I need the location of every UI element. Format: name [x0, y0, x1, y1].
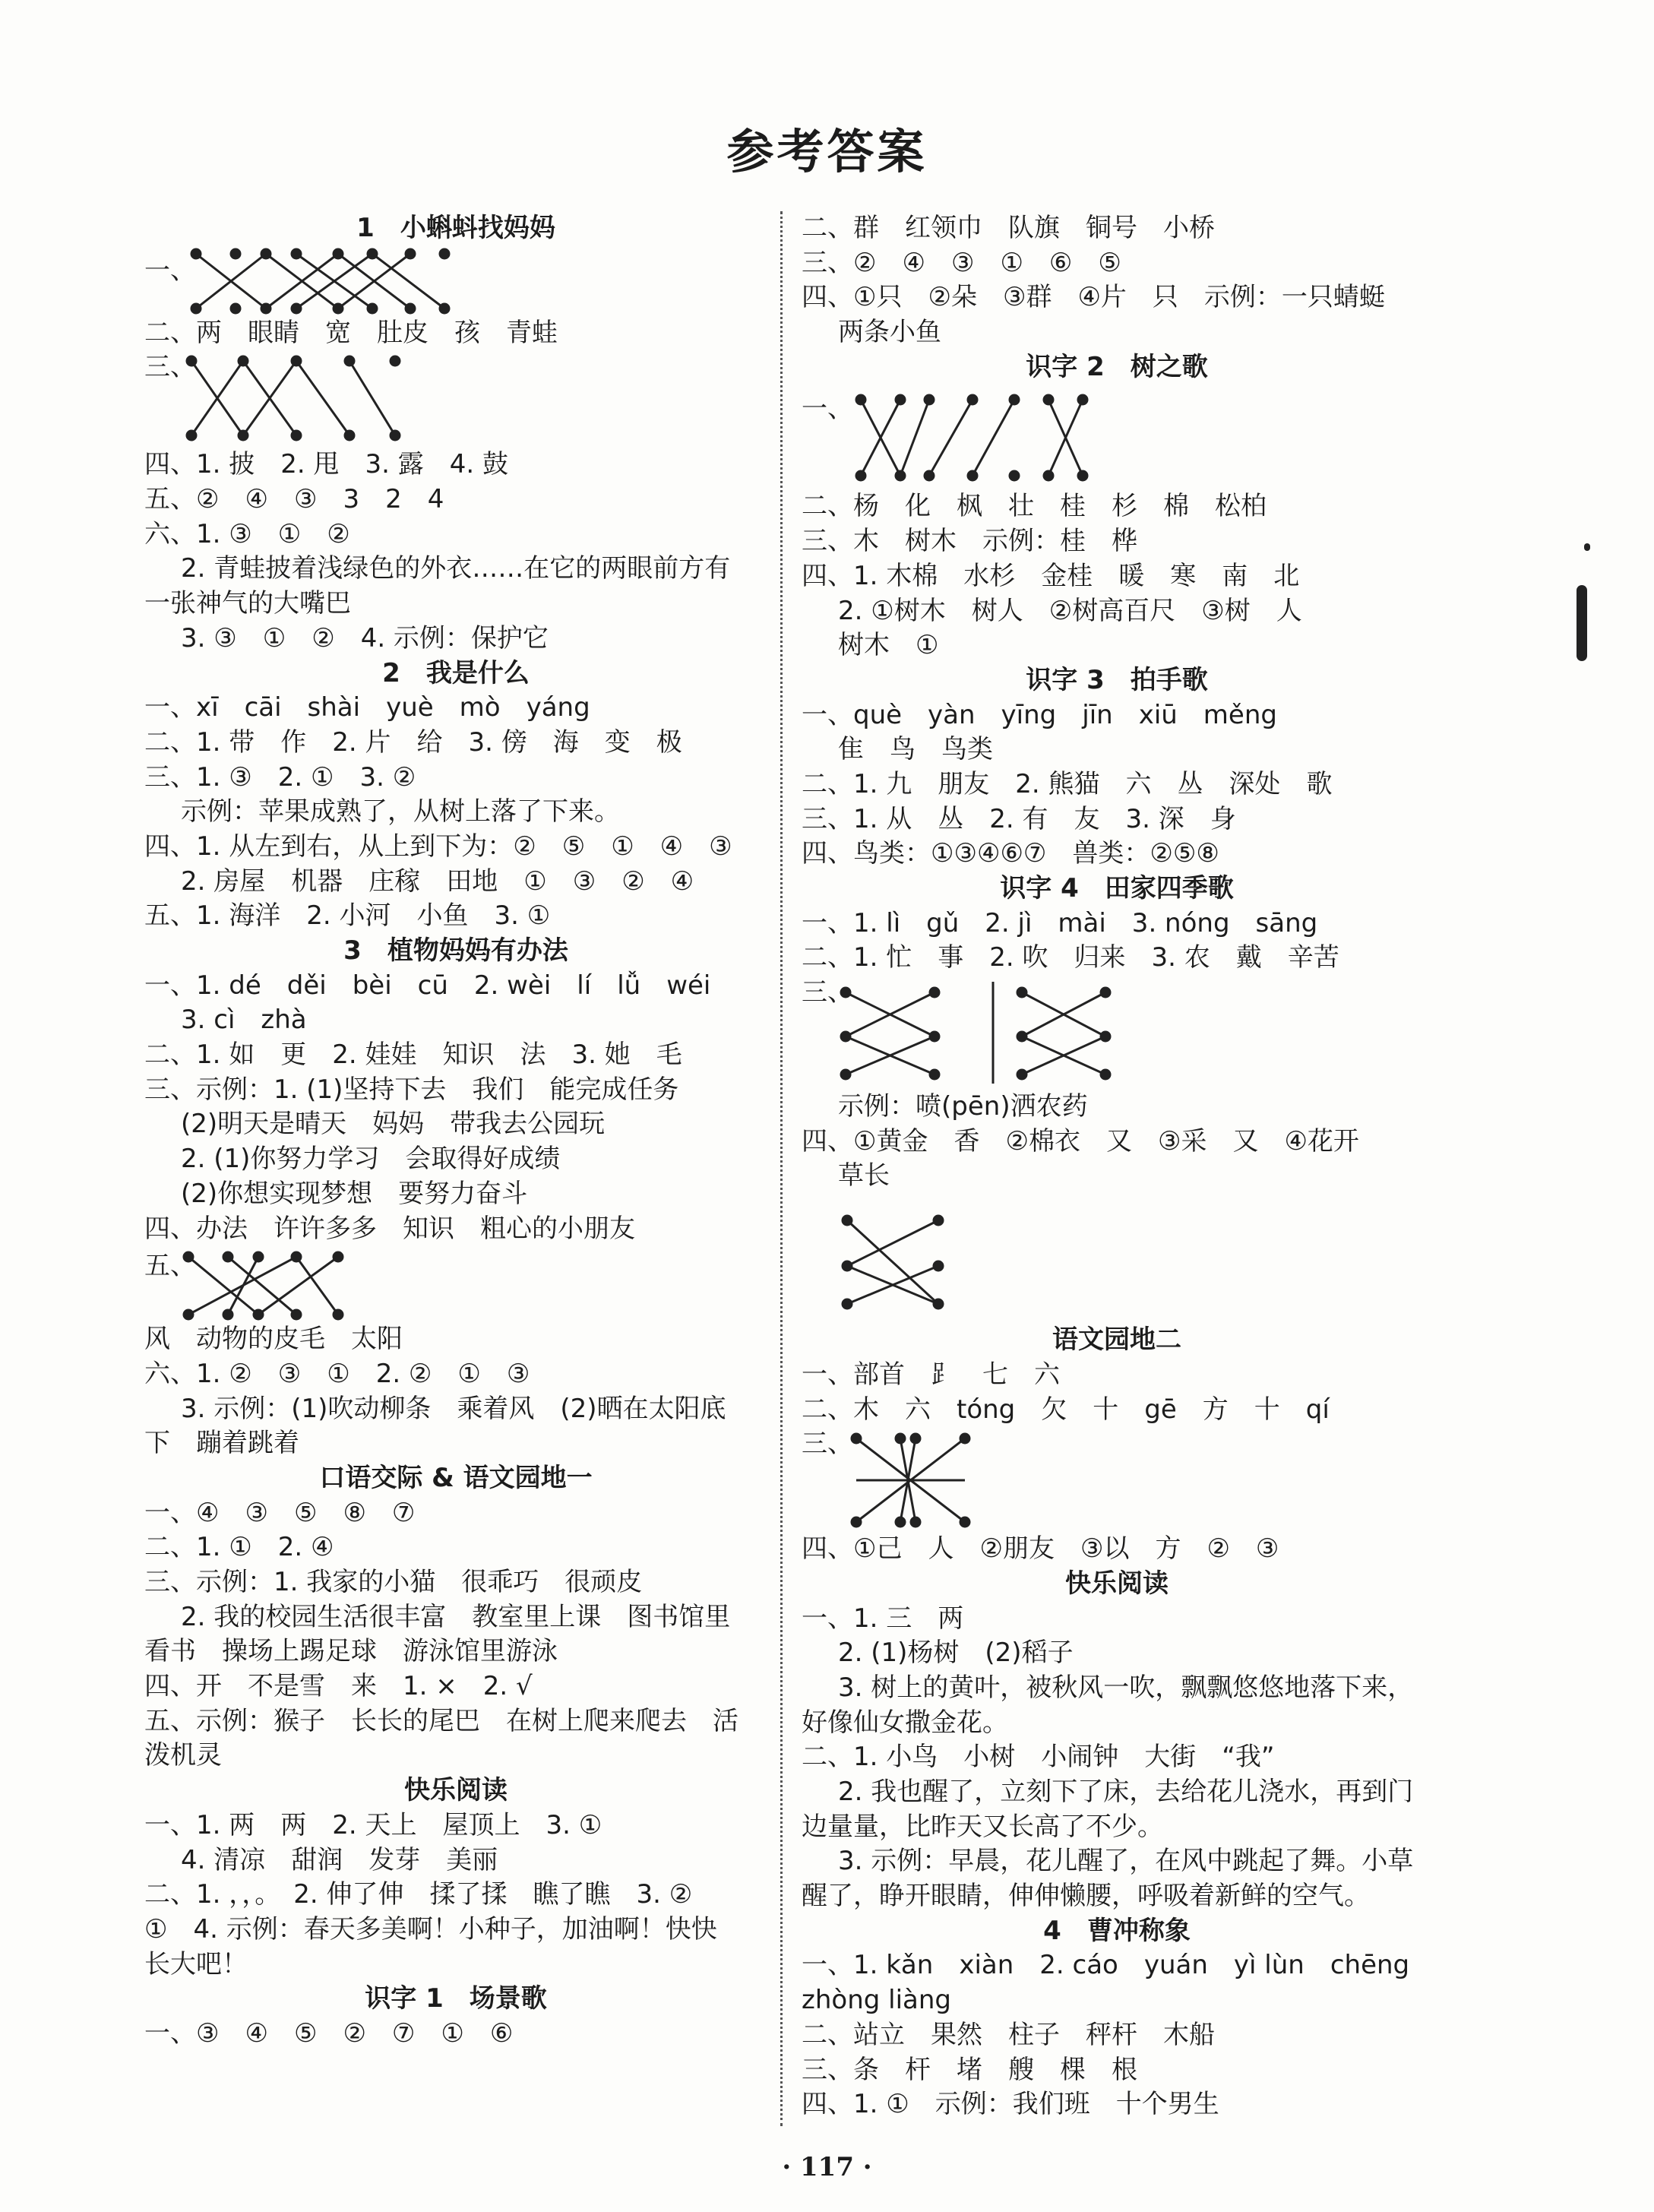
- answer-line: 五、② ④ ③ 3 2 4: [144, 484, 444, 515]
- answer-line: 二、两 眼睛 宽 肚皮 孩 青蛙: [144, 317, 558, 348]
- answer-line: 一、部首 ⻊ 七 六: [802, 1359, 1060, 1390]
- matching-lines: [802, 976, 1227, 1090]
- answer-line: 三、示例：1. (1)坚持下去 我们 能完成任务: [144, 1074, 679, 1105]
- answer-line: 2. 我也醒了，立刻下了床，去给花儿浇水，再到门: [838, 1777, 1414, 1807]
- answer-line: 三、1. ③ 2. ① 3. ②: [144, 761, 416, 793]
- answer-line: 示例：苹果成熟了，从树上落了下来。: [181, 796, 620, 828]
- answer-line: 二、1. 如 更 2. 娃娃 知识 法 3. 她 毛: [144, 1040, 682, 1071]
- answer-line: 二、1. ① 2. ④: [144, 1532, 334, 1563]
- answer-line: 一、: [802, 394, 853, 425]
- left-column: [144, 211, 767, 2052]
- section-heading: 1 小蝌蚪找妈妈: [356, 213, 555, 243]
- matching-figure-3: [144, 1246, 767, 1322]
- page-title: 参考答案: [726, 124, 928, 179]
- page-number: · 117 ·: [782, 2152, 872, 2182]
- answer-line: 2. 青蛙披着浅绿色的外衣……在它的两眼前方有: [181, 553, 731, 584]
- answer-line: 好像仙女撒金花。: [802, 1707, 1008, 1738]
- answer-line: 2. 房屋 机器 庄稼 田地 ① ③ ② ④: [181, 865, 694, 897]
- answer-line: 二、1. 小鸟 小树 小闹钟 大街 “我”: [802, 1742, 1275, 1773]
- answer-line: 二、1. 带 作 2. 片 给 3. 傍 海 变 极: [144, 726, 682, 758]
- answer-line: 一、1. 三 两: [802, 1603, 964, 1634]
- answer-line: 2. (1)杨树 (2)稻子: [838, 1638, 1074, 1669]
- answer-line: 二、木 六 tóng 欠 十 gē 方 十 qí: [802, 1394, 1330, 1425]
- answer-line: 三、条 杆 堵 艘 棵 根: [802, 2054, 1137, 2085]
- answer-line: 二、1. ，，。 2. 伸了伸 揉了揉 瞧了瞧 3. ②: [144, 1879, 693, 1910]
- answer-line: 一、④ ③ ⑤ ⑧ ⑦: [144, 1497, 416, 1528]
- answer-line: 长大吧！: [144, 1948, 248, 1979]
- section-heading: 识字 1 场景歌: [365, 1983, 547, 2014]
- column-divider: [780, 211, 783, 2126]
- section-heading: 4 曹冲称象: [1043, 1915, 1191, 1946]
- answer-line: 一、: [144, 255, 196, 286]
- matching-lines: [802, 1194, 1227, 1323]
- section-heading: 快乐阅读: [404, 1775, 508, 1806]
- answer-line: 醒了，睁开眼睛，伸伸懒腰，呼吸着新鲜的空气。: [802, 1881, 1370, 1912]
- matching-lines: [802, 384, 1227, 489]
- answer-line: ① 4. 示例：春天多美啊！小种子，加油啊！快快: [144, 1913, 717, 1945]
- answer-line: 二、站立 果然 柱子 秤杆 木船: [802, 2019, 1215, 2050]
- answer-line: 草长: [838, 1160, 890, 1191]
- answer-line: 五、: [144, 1251, 196, 1282]
- answer-line: 二、1. 忙 事 2. 吹 归来 3. 农 戴 辛苦: [802, 942, 1339, 973]
- answer-line: 下 蹦着跳着: [144, 1428, 299, 1459]
- answer-line: 五、示例：猴子 长长的尾巴 在树上爬来爬去 活: [144, 1705, 738, 1736]
- answer-line: 隹 鸟 鸟类: [838, 734, 993, 765]
- matching-lines: [144, 350, 570, 448]
- answer-line: 二、群 红领巾 队旗 铜号 小桥: [802, 213, 1215, 243]
- answer-line: (2)你想实现梦想 要努力奋斗: [181, 1178, 528, 1209]
- answer-line: 三、1. 从 丛 2. 有 友 3. 深 身: [802, 803, 1236, 834]
- answer-line: 四、1. 披 2. 甩 3. 露 4. 鼓: [144, 449, 508, 480]
- right-column: [802, 211, 1432, 2122]
- scan-mark: [1577, 585, 1587, 661]
- section-heading: 语文园地二: [1052, 1324, 1181, 1356]
- answer-line: 二、杨 化 枫 壮 桂 杉 棉 松柏: [802, 491, 1267, 522]
- section-heading: 口语交际 & 语文园地一: [319, 1462, 593, 1493]
- answer-line: 看书 操场上踢足球 游泳馆里游泳: [144, 1636, 558, 1667]
- answer-line: 四、办法 许许多多 知识 粗心的小朋友: [144, 1213, 635, 1244]
- answer-line: 四、开 不是雪 来 1. × 2. √: [144, 1671, 533, 1702]
- answer-line: 两条小鱼: [838, 317, 941, 348]
- section-heading: 识字 3 拍手歌: [1026, 664, 1208, 695]
- answer-line: 边量量，比昨天又长高了不少。: [802, 1811, 1163, 1842]
- answer-line: 2. 我的校园生活很丰富 教室里上课 图书馆里: [181, 1601, 731, 1632]
- matching-figure-6: [802, 1194, 1432, 1323]
- answer-line: 三、: [144, 352, 196, 383]
- answer-line: 五、1. 海洋 2. 小河 小鱼 3. ①: [144, 900, 551, 932]
- answer-line: 树木 ①: [838, 630, 939, 661]
- answer-line: 4. 清凉 甜润 发芽 美丽: [181, 1844, 498, 1875]
- answer-line: 六、1. ③ ① ②: [144, 518, 350, 549]
- answer-line: 四、①己 人 ②朋友 ③以 方 ② ③: [802, 1533, 1279, 1565]
- answer-line: 一张神气的大嘴巴: [144, 588, 351, 619]
- answer-line: 3. ③ ① ② 4. 示例：保护它: [181, 622, 549, 653]
- answer-line: 一、1. 两 两 2. 天上 屋顶上 3. ①: [144, 1809, 602, 1840]
- answer-line: zhòng liàng: [802, 1985, 951, 2016]
- matching-lines: [144, 246, 570, 316]
- section-heading: 2 我是什么: [382, 657, 530, 688]
- section-heading: 快乐阅读: [1065, 1568, 1169, 1599]
- answer-line: 一、què yàn yīng jīn xiū měng: [802, 699, 1277, 730]
- answer-line: 3. 树上的黄叶，被秋风一吹，飘飘悠悠地落下来，: [838, 1672, 1414, 1703]
- matching-lines: [144, 1246, 570, 1322]
- answer-line: 三、② ④ ③ ① ⑥ ⑤: [802, 247, 1121, 278]
- matching-figure-2: [144, 350, 767, 448]
- answer-line: 3. 示例：(1)吹动柳条 乘着风 (2)晒在太阳底: [181, 1393, 726, 1424]
- answer-line: 三、木 树木 示例：桂 桦: [802, 526, 1137, 557]
- answer-line: 六、1. ② ③ ① 2. ② ① ③: [144, 1358, 530, 1389]
- answer-line: 一、1. kǎn xiàn 2. cáo yuán yì lùn chēng: [802, 1950, 1410, 1981]
- answer-line: 一、1. dé děi bèi cū 2. wèi lí lǚ wéi: [144, 970, 711, 1001]
- answer-line: 示例：喷(pēn)洒农药: [838, 1091, 1088, 1122]
- answer-line: (2)明天是晴天 妈妈 带我去公园玩: [181, 1109, 606, 1140]
- answer-line: 2. (1)你努力学习 会取得好成绩: [181, 1144, 561, 1175]
- answer-line: 四、①黄金 香 ②棉衣 又 ③采 又 ④花开: [802, 1125, 1359, 1157]
- answer-line: 3. 示例：早晨，花儿醒了，在风中跳起了舞。小草: [838, 1846, 1414, 1877]
- section-heading: 识字 4 田家四季歌: [1000, 873, 1234, 903]
- answer-line: 泼机灵: [144, 1740, 222, 1771]
- answer-line: 三、示例：1. 我家的小猫 很乖巧 很顽皮: [144, 1567, 643, 1597]
- matching-figure-7: [802, 1427, 1432, 1532]
- matching-figure-5: [802, 976, 1432, 1090]
- answer-line: 三、: [802, 977, 853, 1008]
- answer-line: 2. ①树木 树人 ②树高百尺 ③树 人: [838, 595, 1302, 626]
- answer-line: 四、1. ① 示例：我们班 十个男生: [802, 2089, 1219, 2120]
- section-heading: 3 植物妈妈有办法: [343, 935, 568, 966]
- answer-line: 四、①只 ②朵 ③群 ④片 只 示例：一只蜻蜓: [802, 282, 1385, 313]
- matching-figure-4: [802, 384, 1432, 489]
- answer-line: 二、1. 九 朋友 2. 熊猫 六 丛 深处 歌: [802, 768, 1333, 799]
- matching-figure-1: [144, 246, 767, 316]
- answer-line: 一、1. lì gǔ 2. jì mài 3. nóng sāng: [802, 907, 1318, 938]
- matching-lines: [802, 1427, 1227, 1532]
- answer-line: 风 动物的皮毛 太阳: [144, 1324, 403, 1355]
- scan-mark: [1584, 543, 1590, 551]
- answer-line: 一、③ ④ ⑤ ② ⑦ ① ⑥: [144, 2017, 514, 2049]
- answer-line: 一、xī cāi shài yuè mò yáng: [144, 692, 590, 723]
- answer-line: 四、鸟类：①③④⑥⑦ 兽类：②⑤⑧: [802, 838, 1219, 869]
- section-heading: 识字 2 树之歌: [1026, 351, 1208, 382]
- answer-line: 四、1. 木棉 水杉 金桂 暖 寒 南 北: [802, 560, 1300, 591]
- answer-line: 四、1. 从左到右，从上到下为：② ⑤ ① ④ ③: [144, 831, 732, 862]
- answer-line: 3. cì zhà: [181, 1005, 307, 1036]
- answer-line: 三、: [802, 1429, 853, 1460]
